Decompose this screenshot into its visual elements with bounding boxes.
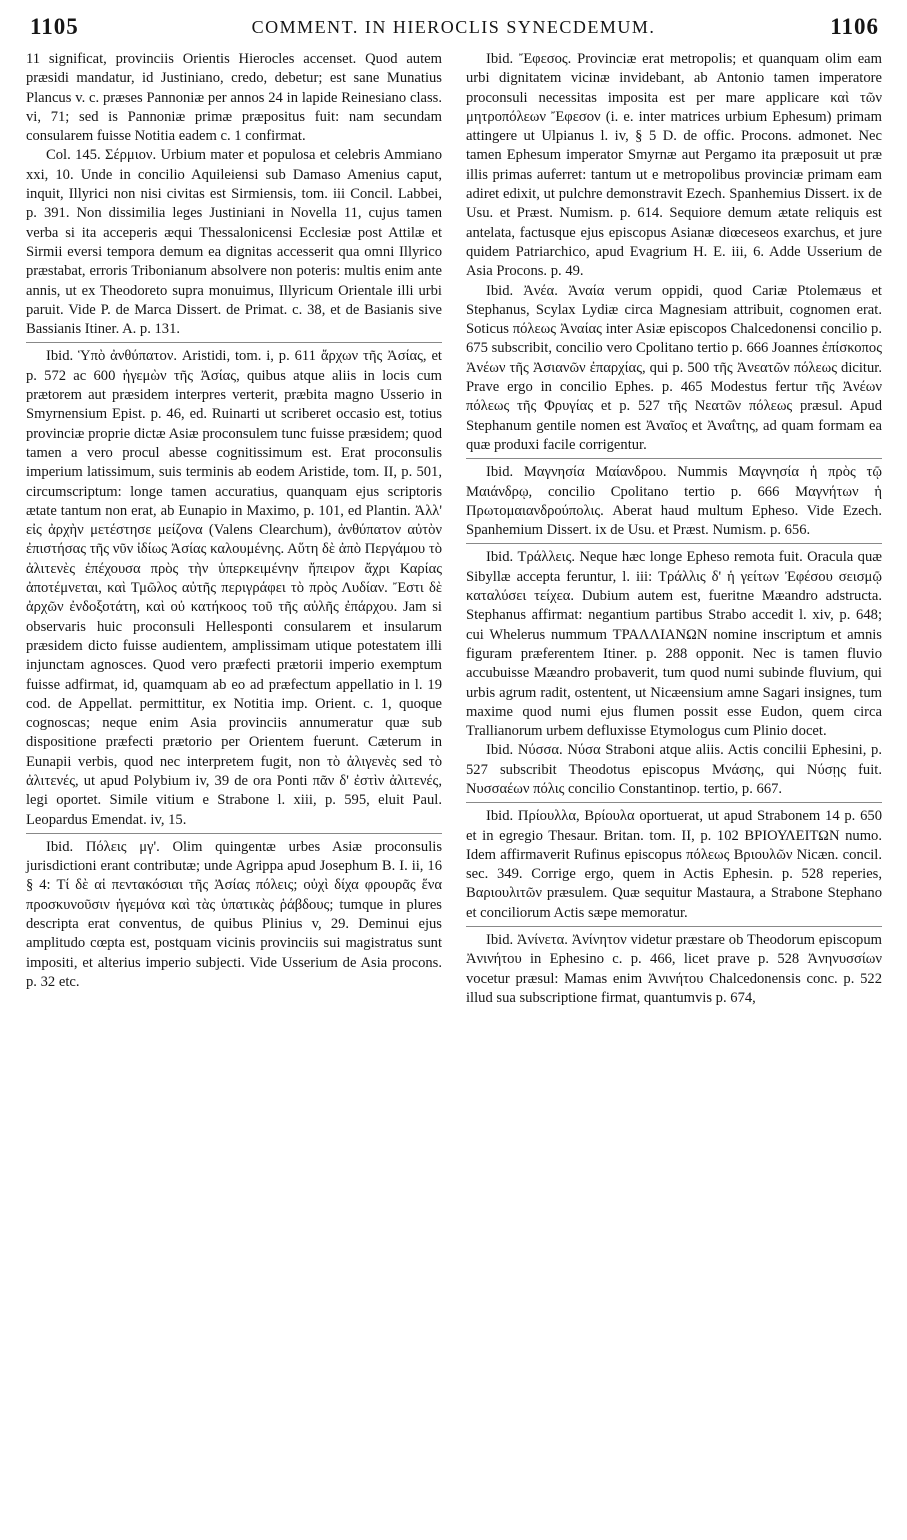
right-column [466,50,882,1008]
entry-sermion: Col. 145. Σέρμιον. Urbium mater et populosa et celebris Ammiano xxi, 10. Unde in concilio Aquileiensi sub Damaso Amenius caput, inquit, Illyrici non nisi civitas est Sirmiensis, tom. iii Concil. Labbei, p. 391. Non dissimilia leges Justiniani in Novella 11, cujus tamen verba si ita acceperis æqui Thessalonicensi Ecclesiæ post Attilæ et Sirmii eversi tempora demum ea dignitas accesserit qua omni Illyrico præstabat, erroris Tribonianum absolvere non poteris: multis enim ante annis, ut ex Theodoreto supra monuimus, Illyricum Orientale illi urbi paruit. Vide P. de Marca Dissert. de Primat. c. 38, et de Basianis sive Bassianis Itiner. A. p. 131. [26,147,442,338]
left-column [26,50,442,992]
paragraph-continuation: 11 significat, provinciis Orientis Hierocles accenset. Quod autem præsidi mandatur, id Justiniano, credo, debetur; est sane Munatius Plancus v. c. præses Pannoniæ per annos 24 in lapide Reinesiano class. vi, 71; sed is Pannoniæ primæ præpositus fuit: nam secundam consularem fuisse Notitia eadem c. 1 confirmat. [26,51,442,145]
column-divider [466,926,882,927]
column-divider [466,458,882,459]
column-divider [466,543,882,544]
page-number-left: 1105 [30,14,79,39]
page-header [0,14,907,44]
page-number-right: 1106 [830,14,879,39]
entry-poleis: Ibid. Πόλεις μγ'. Olim quingentæ urbes Asiæ proconsulis jurisdictioni erant contributæ; unde Agrippa apud Josephum B. I. ii, 16 § 4: Τί δὲ αἱ πεντακόσιαι τῆς Ἀσίας πόλεις; οὐχὶ δίχα φρουρᾶς ἕνα προσκυνοῦσιν ἡγεμόνα καὶ τὰς ὑπατικὰς ῥάβδους; tumque in plures descripta erat conventus, de quibus Plinius v, 29. Deminui ejus amplitudo cœpta est, postquam vicinis provinciis sui magistratus sunt impositi, et alterius imperio subjecti. Vide Usserium de Asia procons. p. 32 etc. [26,838,442,990]
entry-magnesia: Ibid. Μαγνησία Μαίανδρου. Nummis Μαγνησία ἡ πρὸς τῷ Μαιάνδρῳ, concilio Cpolitano tertio p. 666 Μαγνήτων ἡ Πρωτομαιανδρούπολις. Aberat haud multum Epheso. Vide Ezech. Spanhemium Dissert. ix de Usu. et Præst. Numism. p. 656. [466,464,882,539]
column-divider [26,833,442,834]
column-divider [466,802,882,803]
entry-hypo-anthypaton: Ibid. Ὑπὸ ἀνθύπατον. Aristidi, tom. i, p. 611 ἄρχων τῆς Ἀσίας, et p. 572 ac 600 ἡγεμὼν τῆς Ἀσίας, quibus atque aliis in locis cum prætorem aut præsidem interpres verterit, præbita magno Usserio in Smyrnensium Epist. p. 46, ed. Ruinarti ut scriberet occasio est, totius provinciæ proprie dictæ Asiæ proconsulem tunc fuisse præsidem; quod tamen a vero procul abesse cognitissimum est. Erat proconsulis imperium latissimum, suis terminis ab eodem Aristide, tom. II, p. 501, circumscriptum: longe tamen accuratius, quanquam ejus scriptoris ætate tantum non erat, ab Eunapio in Maximo, p. 101, ed Plantin. Ἀλλ' εἰς ἀρχὴν μετέστησε μείζονα (Valens Clearchum), ἀνθύπατον αὐτὸν ἐπιστήσας τῆς νῦν ἰδίως Ἀσίας καλουμένης. Αὕτη δὲ ἀπὸ Περγάμου τὸ ἀλιτενὲς ἐπέχουσα πρὸς τὴν ὑπερκειμένην ἤπειρον ἄχρι Καρίας ἀποτέμνεται, καὶ Τμῶλος αὐτῆς περιγράφει τὸ πρὸς Λυδίαν. Ἔστι δὲ ἀρχῶν ἐνδοξοτάτη, καὶ οὐ κατήκοος τοῦ τῆς αὐλῆς ἐπάρχου. Jam si observaris huic proconsuli Hellesponti consularem et insularum præsidem dicto fuisse audientem, amplissimam utique potestatem illi injunctam agnosces. Quod vero præfecti prætorii imperio exemptum fuisse adfirmat, id, quamquam ab eo ad præfectum appellatio in l. 19 cod. de Appellat. permittitur, ex Notitia imp. Orient. c. 1, quoque cognoscas; neque enim Asia provinciis annumeratur quæ sub dispositione præfecti prætorio per Orientem fuerunt. Cæterum in Eunapii verbis, quod nec interpretem fugit, non τὸ ἀλιγενὲς sed τὸ ἀλιτενές, ut apud Polybium iv, 39 de ora Ponti πᾶν δ' ἐστὶν ἀλιτενές, legi oportet. Simile vitium e Strabone l. xiii, p. 595, eluit Paul. Leopardus Emendat. iv, 15. [26,348,442,828]
entry-anea: Ibid. Ἀνέα. Ἀναία verum oppidi, quod Cariæ Ptolemæus et Stephanus, Scylax Lydiæ circa Magnesiam attribuit, cognomen erat. Soticus πόλεως Ἀναίας inter Asiæ episcopos Chalcedonensi concilio p. 675 subscribit, concilio vero Cpolitano tertio p. 666 Joannes ἐπίσκοπος Ἀνέων τῆς Ἀσιανῶν ἐπαρχίας, qui p. 500 τῆς Ἀνεατῶν πόλεως dicitur. Prave ergo in concilio Ephes. p. 465 Modestus fertur τῆς Ἀνέων πόλεως τῆς Φρυγίας et p. 527 τῆς Νεατῶν πόλεως præsul. Apud Stephanum gentile nomen est Ἀναῖος et Ἀναΐτης, ad quam formam ea quæ produxi facile corrigentur. [466,282,882,453]
entry-tralleis: Ibid. Τράλλεις. Neque hæc longe Epheso remota fuit. Oracula quæ Sibyllæ accepta feruntur, l. iii: Τράλλις δ' ἡ γείτων Ἐφέσου σεισμῷ καταλύσει τείχεα. Dubium autem est, fueritne Mæandro adstructa. Stephanus affirmat: negantium partibus Strabo accedit l. xiv, p. 648; cui Whelerus nummum ΤΡΑΛΛΙΑΝΩΝ nomine inscriptum et amnis figuram præferentem Itiner. p. 288 opponit. Nec is tamen fluvio accubuisse Mæandro probaverit, tum quod numi subinde fluvium, qui urbis agrum radit, ostentent, ut Nicæensium amne Sagari insignes, tum maxime quod numi ejus flumen possit esse Eudon, quem circa Trallianorum urbem defluxisse Etymologus cum Plinio docet. [466,549,882,740]
running-title: COMMENT. IN HIEROCLIS SYNECDEMUM. [251,17,656,37]
entry-nyssa: Ibid. Νύσσα. Νύσα Straboni atque aliis. Actis concilii Ephesini, p. 527 subscribit Theodotus episcopus Μνάσης, qui Νύσῃς fuit. Νυσσαέων πόλις concilio Constantinop. tertio, p. 667. [466,742,882,797]
entry-ephesos: Ibid. Ἔφεσος. Provinciæ erat metropolis; et quanquam olim eam urbi dignitatem vicinæ invidebant, ab Antonio tamen imperatore proconsuli necessitas imposita est per mare applicare καὶ τῶν μητροπόλεων Ἔφεσον (i. e. inter matrices urbium Ephesum) primam attingere ut Ulpianus l. iv, § 5 D. de offic. Procons. admonet. Nec tamen Ephesum imperator Smyrnæ aut Pergamo ita præposuit ut præ illis primas auferret: tantum ut e metropolibus provinciæ primam eam adiret edixit, ut pulchre demonstravit Ezech. Spanhemius Dissert. ix de Usu. et Præst. Numism. p. 614. Sequiore demum ætate reliquis est antelata, factusque ejus episcopus Asianæ diœceseos exarchus, et jure quidem Patriarchico, apud Evagrium H. E. iii, 6. Adde Usserium de Asia Procons. p. 49. [466,51,882,280]
entry-prioulla: Ibid. Πρίουλλα, Βρίουλα oportuerat, ut apud Strabonem 14 p. 650 et in egregio Thesaur. Britan. tom. II, p. 102 ΒΡΙΟΥΛΕΙΤΩΝ numo. Idem affirmaverit Rufinus episcopus πόλεως Βριουλῶν Nicæn. concil. sec. 349. Corrige ergo, quem in Actis Ephesin. p. 528 reperies, Βαριουλιτῶν præsulem. Quæ sequitur Mastaura, a Strabone Stephano et conciliorum Actis sæpe memoratur. [466,808,882,921]
entry-aninetа: Ibid. Ἀνίνετα. Ἀνίνητον videtur præstare ob Theodorum episcopum Ἀνινήτου in Ephesino c. p. 466, licet prave p. 528 Ἀνηνυσσίων vocetur præsul: Mamas enim Ἀνινήτου Chalcedonensis conc. p. 522 illud sua subscriptione firmat, quantumvis p. 674, [466,932,882,1006]
column-divider [26,342,442,343]
